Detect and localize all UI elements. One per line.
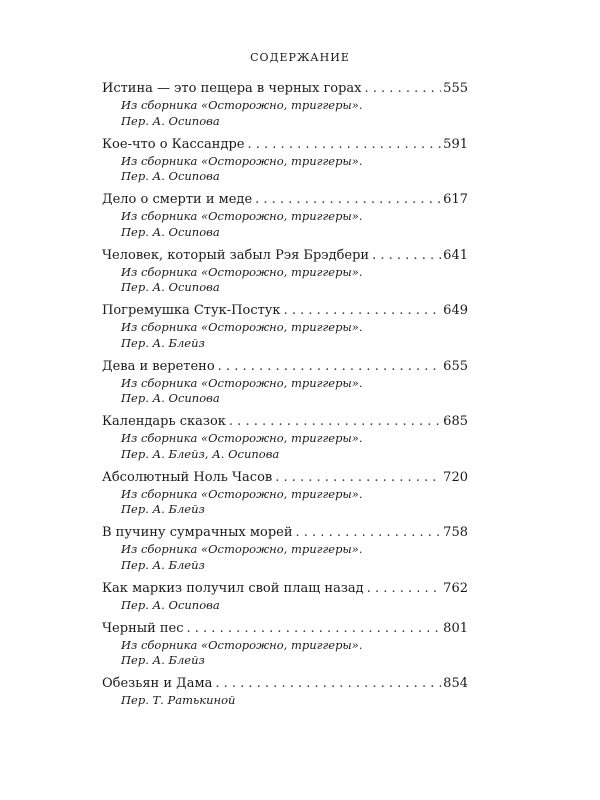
toc-entry — [102, 675, 468, 709]
toc-entry-title-line — [102, 675, 468, 693]
dot-leader — [215, 675, 441, 693]
toc-entry-title-line — [102, 247, 468, 265]
toc-entry — [102, 247, 468, 296]
toc-entry-page-number: 685 — [443, 414, 468, 429]
toc-entry-title: Как маркиз получил свой плащ назад — [102, 580, 364, 596]
toc-entry — [102, 136, 468, 185]
toc-entry-page-number: 555 — [443, 81, 468, 96]
toc-entry-title: Обезьян и Дама — [102, 676, 213, 691]
toc-entry — [102, 580, 468, 614]
toc-entry-page-number: 591 — [443, 136, 468, 152]
dot-leader — [229, 413, 441, 431]
toc-entry — [102, 413, 468, 462]
toc-entry-translator: Пер. А. Осипова — [121, 391, 220, 405]
toc-entry — [102, 358, 468, 407]
toc-entry — [102, 469, 468, 518]
toc-entry-title-line — [102, 469, 468, 487]
toc-entry-title-line — [102, 524, 468, 542]
toc-entry-translator: Пер. А. Осипова — [121, 224, 220, 239]
toc-entry-page-number: 762 — [443, 580, 468, 596]
toc-entry — [102, 80, 468, 129]
toc-entry-title: В пучину сумрачных морей — [102, 525, 293, 540]
dot-leader — [365, 80, 442, 98]
dot-leader — [296, 524, 442, 542]
toc-entry-title: Дева и веретено — [102, 358, 215, 374]
toc-entry-source: Из сборника «Осторожно, триггеры». — [121, 542, 363, 556]
table-of-contents — [102, 80, 468, 715]
toc-entry-source: Из сборника «Осторожно, триггеры». — [121, 486, 363, 501]
toc-entry-title: Дело о смерти и меде — [102, 192, 253, 207]
toc-entry-title: Человек, который забыл Рэя Брэдбери — [102, 247, 370, 263]
toc-entry-source: Из сборника «Осторожно, триггеры». — [121, 637, 363, 652]
toc-entry-source: Из сборника «Осторожно, триггеры». — [121, 264, 363, 279]
toc-entry-source: Из сборника «Осторожно, триггеры». — [121, 98, 363, 112]
toc-entry-page-number: 720 — [443, 469, 468, 485]
toc-entry-translator: Пер. А. Осипова — [121, 169, 220, 183]
toc-entry-title-line — [102, 580, 468, 598]
toc-entry — [102, 191, 468, 240]
toc-entry-translator: Пер. Т. Ратькиной — [121, 693, 236, 707]
dot-leader — [284, 302, 442, 320]
toc-entry-source: Из сборника «Осторожно, триггеры». — [121, 320, 363, 334]
dot-leader — [187, 620, 442, 638]
toc-entry-translator: Пер. А. Осипова — [121, 280, 220, 294]
toc-entry-title-line — [102, 302, 468, 320]
toc-entry-translator: Пер. А. Блейз — [121, 653, 205, 667]
dot-leader — [275, 469, 441, 487]
toc-entry-title: Кое-что о Кассандре — [102, 136, 245, 152]
toc-entry-source: Из сборника «Осторожно, триггеры». — [121, 375, 363, 390]
toc-entry-source: Из сборника «Осторожно, триггеры». — [121, 431, 363, 445]
toc-entry-title-line — [102, 191, 468, 209]
toc-entry-source: Из сборника «Осторожно, триггеры». — [121, 209, 363, 223]
dot-leader — [255, 191, 441, 209]
toc-entry-title: Черный пес — [102, 620, 184, 636]
toc-entry-title-line — [102, 413, 468, 431]
toc-entry-title: Абсолютный Ноль Часов — [102, 469, 273, 485]
toc-entry-title-line — [102, 620, 468, 638]
toc-entry-title: Истина — это пещера в черных горах — [102, 81, 362, 96]
toc-entry-page-number: 854 — [443, 676, 468, 691]
dot-leader — [372, 247, 441, 265]
toc-entry-source: Из сборника «Осторожно, триггеры». — [121, 153, 363, 168]
toc-entry-title: Погремушка Стук-Постук — [102, 303, 281, 318]
toc-entry-translator: Пер. А. Осипова — [121, 113, 220, 128]
toc-entry-title: Календарь сказок — [102, 414, 226, 429]
toc-entry-title-line — [102, 80, 468, 98]
dot-leader — [248, 136, 442, 154]
toc-entry — [102, 524, 468, 573]
page-title: СОДЕРЖАНИЕ — [250, 51, 350, 64]
dot-leader — [367, 580, 441, 598]
toc-entry — [102, 620, 468, 669]
toc-entry-page-number: 649 — [443, 303, 468, 318]
toc-entry-page-number: 655 — [443, 358, 468, 374]
toc-entry-page-number: 758 — [443, 525, 468, 540]
toc-entry-title-line — [102, 136, 468, 154]
toc-entry-title-line — [102, 358, 468, 376]
toc-entry-page-number: 801 — [443, 620, 468, 636]
toc-entry-translator: Пер. А. Блейз — [121, 335, 205, 350]
toc-entry-page-number: 641 — [443, 247, 468, 263]
toc-entry — [102, 302, 468, 351]
toc-entry-translator: Пер. А. Блейз, А. Осипова — [121, 446, 280, 461]
toc-entry-translator: Пер. А. Блейз — [121, 502, 205, 516]
toc-entry-page-number: 617 — [443, 192, 468, 207]
toc-entry-translator: Пер. А. Осипова — [121, 597, 220, 612]
toc-entry-translator: Пер. А. Блейз — [121, 557, 205, 572]
dot-leader — [218, 358, 442, 376]
